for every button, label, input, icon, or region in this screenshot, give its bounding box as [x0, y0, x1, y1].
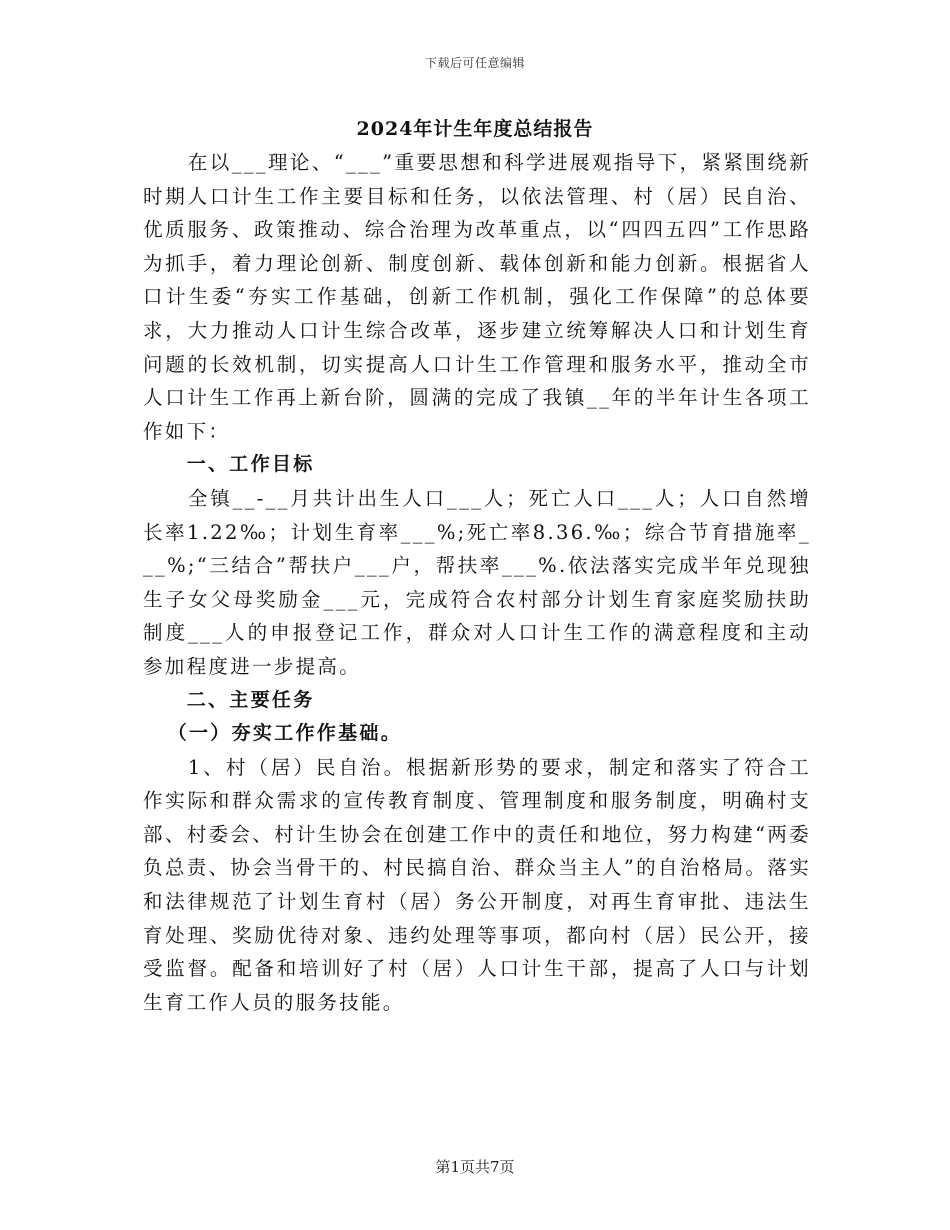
page-number: 第1页共7页: [435, 1158, 515, 1176]
page-header-note: 下载后可任意编辑: [424, 56, 525, 70]
document-body: [143, 146, 811, 1019]
section-heading-main-tasks: 二、主要任务: [186, 688, 315, 711]
document-title: 2024年计生年度总结报告: [356, 118, 594, 140]
intro-paragraph: 在以___理论、“___”重要思想和科学进展观指导下，紧紧围绕新时期人口计生工作主要目标和任务，以依法管理、村（居）民自治、优质服务、政策推动、综合治理为改革重点，以“四四五四”工作思路为抓手，着力理论创新、制度创新、载体创新和能力创新。根据省人口计生委“夯实工作基础，创新工作机制，强化工作保障”的总体要求，大力推动人口计生综合改革，逐步建立统筹解决人口和计划生育问题的长效机制，切实提高人口计生工作管理和服务水平，推动全市人口计生工作再上新台阶，圆满的完成了我镇__年的半年计生各项工作如下：: [143, 151, 811, 443]
work-goals-paragraph: 全镇__-__月共计出生人口___人；死亡人口___人；人口自然增长率1.22‰；计划生育率___%;死亡率8.36.‰；综合节育措施率___%;“三结合”帮扶户___户，帮扶率___%.依法落实完成半年兑现独生子女父母奖励金___元，完成符合农村部分计划生育家庭奖励扶助制度___人的申报登记工作，群众对人口计生工作的满意程度和主动参加程度进一步提高。: [143, 486, 811, 678]
section-heading-work-goals: 一、工作目标: [186, 453, 315, 476]
subsection-heading-foundation: （一）夯实工作作基础。: [167, 722, 402, 745]
village-autonomy-paragraph: 1、村（居）民自治。根据新形势的要求，制定和落实了符合工作实际和群众需求的宣传教育制度、管理制度和服务制度，明确村支部、村委会、村计生协会在创建工作中的责任和地位，努力构建“两委负总责、协会当骨干的、村民搞自治、群众当主人”的自治格局。落实和法律规范了计划生育村（居）务公开制度，对再生育审批、违法生育处理、奖励优待对象、违约处理等事项，都向村（居）民公开，接受监督。配备和培训好了村（居）人口计生干部，提高了人口与计划生育工作人员的服务技能。: [143, 755, 811, 1014]
